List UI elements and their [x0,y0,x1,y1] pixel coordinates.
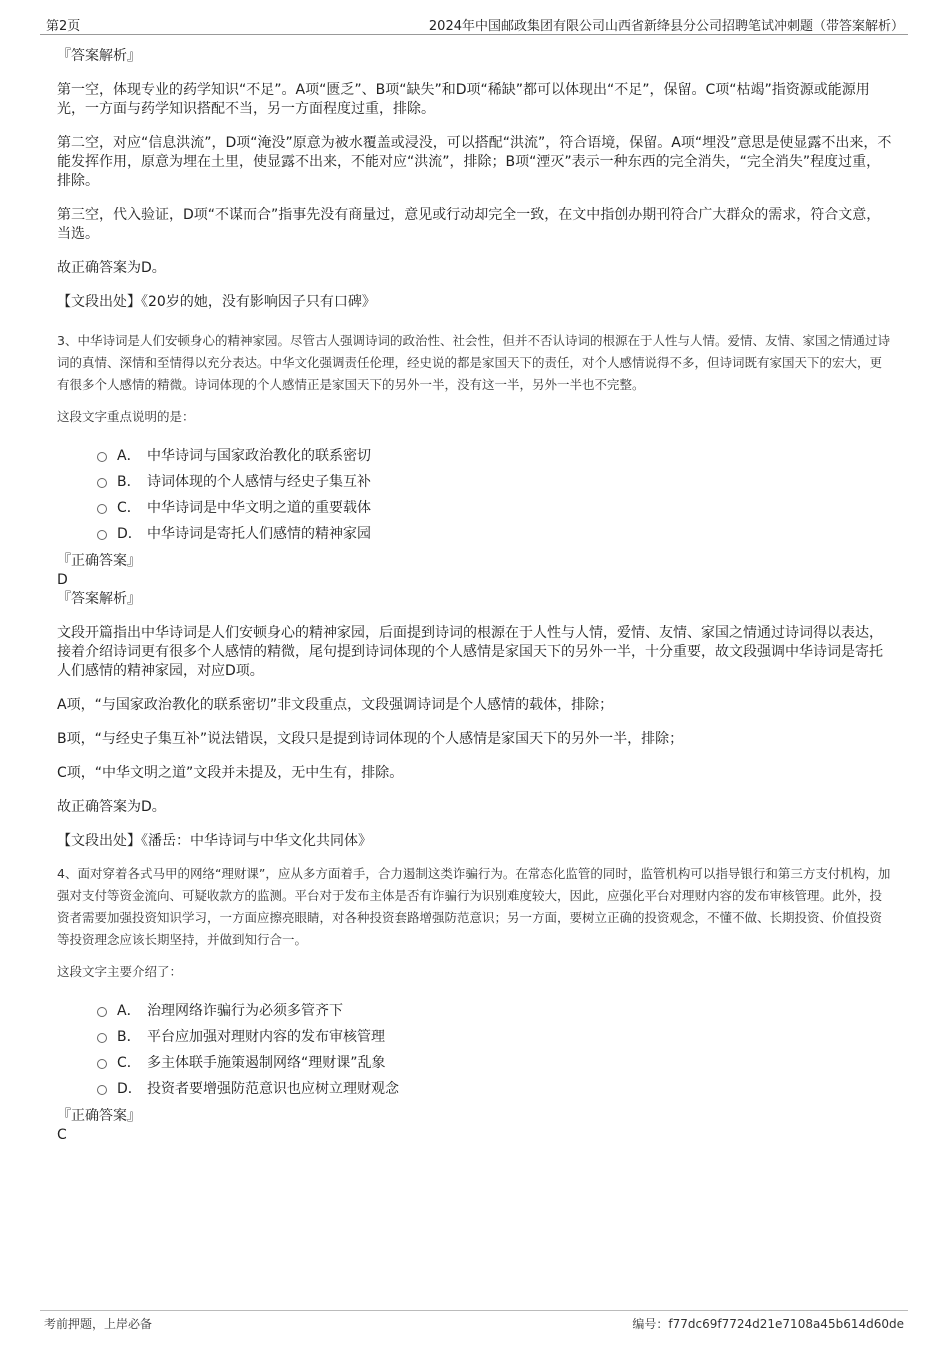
analysis-paragraph: B项，“与经史子集互补”说法错误，文段只是提到诗词体现的个人感情是家国天下的另外一半，排除； [57,731,684,747]
option-letter: D． [117,526,142,542]
main-content [57,45,892,1145]
option-letter: A． [117,448,141,464]
analysis-conclusion: 故正确答案为D。 [57,260,166,276]
analysis-paragraph: 文段开篇指出中华诗词是人们安顿身心的精神家园，后面提到诗词的根源在于人性与人情，爱情、友情、家国之情通过诗词得以表达，接着介绍诗词更有很多个人感情的精微，尾句提到诗词体现的个人感情是家国天下的另外一半，十分重要，故文段强调中华诗词是寄托人们感情的精神家园，对应D项。 [57,625,883,679]
analysis-paragraph: 第三空，代入验证，D项“不谋而合”指事先没有商量过，意见或行动却完全一致，在文中指创办期刊符合广大群众的需求，符合文意，当选。 [57,207,881,242]
option-d[interactable] [97,1075,892,1101]
option-text: 多主体联手施策遏制网络“理财课”乱象 [147,1055,386,1071]
correct-answer-label: 『正确答案』 [57,553,141,569]
option-a[interactable] [97,997,892,1023]
correct-answer: D [57,572,68,588]
source-citation: 【文段出处】《潘岳：中华诗词与中华文化共同体》 [57,833,372,849]
radio-icon[interactable] [97,530,107,540]
analysis-conclusion: 故正确答案为D。 [57,799,166,815]
document-title: 2024年中国邮政集团有限公司山西省新绛县分公司招聘笔试冲刺题（带答案解析） [428,19,904,34]
analysis-label: 『答案解析』 [57,591,141,607]
document-id: 编号：f77dc69f7724d21e7108a45b614d60de [632,1317,904,1331]
option-c[interactable] [97,494,892,520]
analysis-label: 『答案解析』 [57,48,141,64]
page-footer [40,1310,908,1333]
radio-icon[interactable] [97,478,107,488]
option-d[interactable] [97,520,892,546]
option-letter: C． [117,1055,141,1071]
radio-icon[interactable] [97,1059,107,1069]
correct-answer: C [57,1127,67,1143]
radio-icon[interactable] [97,1085,107,1095]
option-letter: D． [117,1081,142,1097]
option-c[interactable] [97,1049,892,1075]
option-list [97,997,892,1101]
option-text: 中华诗词与国家政治教化的联系密切 [147,448,371,464]
radio-icon[interactable] [97,452,107,462]
correct-answer-label: 『正确答案』 [57,1108,141,1124]
analysis-paragraph: A项，“与国家政治教化的联系密切”非文段重点，文段强调诗词是个人感情的载体，排除； [57,697,614,713]
question-prompt: 这段文字重点说明的是： [57,409,195,424]
option-text: 诗词体现的个人感情与经史子集互补 [147,474,371,490]
option-b[interactable] [97,468,892,494]
option-text: 平台应加强对理财内容的发布审核管理 [147,1029,385,1045]
radio-icon[interactable] [97,1033,107,1043]
option-letter: A． [117,1003,141,1019]
analysis-paragraph: 第一空，体现专业的药学知识“不足”。A项“匮乏”、B项“缺失”和D项“稀缺”都可以体现出“不足”，保留。C项“枯竭”指资源或能源用光，一方面与药学知识搭配不当，另一方面程度过重，排除。 [57,82,870,117]
question-stem: 3、中华诗词是人们安顿身心的精神家园。尽管古人强调诗词的政治性、社会性，但并不否认诗词的根源在于人性与人情。爱情、友情、家国之情通过诗词的真情、深情和至情得以充分表达。中华文化强调责任伦理，经史说的都是家国天下的责任，对个人感情说得不多，但诗词既有家国天下的宏大，更有很多个人感情的精微。诗词体现的个人感情正是家国天下的另外一半，没有这一半，另外一半也不完整。 [57,333,890,392]
page-header [40,14,908,35]
option-text: 中华诗词是寄托人们感情的精神家园 [147,526,371,542]
option-letter: C． [117,500,141,516]
page-number: 第2页 [46,19,81,34]
question-prompt: 这段文字主要介绍了： [57,964,183,979]
question-stem: 4、面对穿着各式马甲的网络“理财课”，应从多方面着手，合力遏制这类诈骗行为。在常态化监管的同时，监管机构可以指导银行和第三方支付机构，加强对支付等资金流向、可疑收款方的监测。平台对于发布主体是否有诈骗行为识别难度较大，因此，应强化平台对理财内容的发布审核管理。此外，投资者需要加强投资知识学习，一方面应擦亮眼睛，对各种投资套路增强防范意识；另一方面，要树立正确的投资观念，不懂不做、长期投资、价值投资等投资理念应该长期坚持，并做到知行合一。 [57,866,891,947]
analysis-paragraph: C项，“中华文明之道”文段并未提及，无中生有，排除。 [57,765,404,781]
radio-icon[interactable] [97,504,107,514]
source-citation: 【文段出处】《20岁的她，没有影响因子只有口碑》 [57,294,376,310]
option-list [97,442,892,546]
option-text: 中华诗词是中华文明之道的重要载体 [147,500,371,516]
option-text: 治理网络诈骗行为必须多管齐下 [147,1003,343,1019]
option-a[interactable] [97,442,892,468]
option-text: 投资者要增强防范意识也应树立理财观念 [147,1081,399,1097]
footer-slogan: 考前押题，上岸必备 [44,1317,153,1331]
option-b[interactable] [97,1023,892,1049]
option-letter: B． [117,1029,141,1045]
analysis-paragraph: 第二空，对应“信息洪流”，D项“淹没”原意为被水覆盖或浸没，可以搭配“洪流”，符合语境，保留。A项“埋没”意思是使显露不出来，不能发挥作用，原意为埋在土里，使显露不出来，不能对应“洪流”，排除；B项“湮灭”表示一种东西的完全消失，“完全消失”程度过重，排除。 [57,135,892,189]
option-letter: B． [117,474,141,490]
radio-icon[interactable] [97,1007,107,1017]
